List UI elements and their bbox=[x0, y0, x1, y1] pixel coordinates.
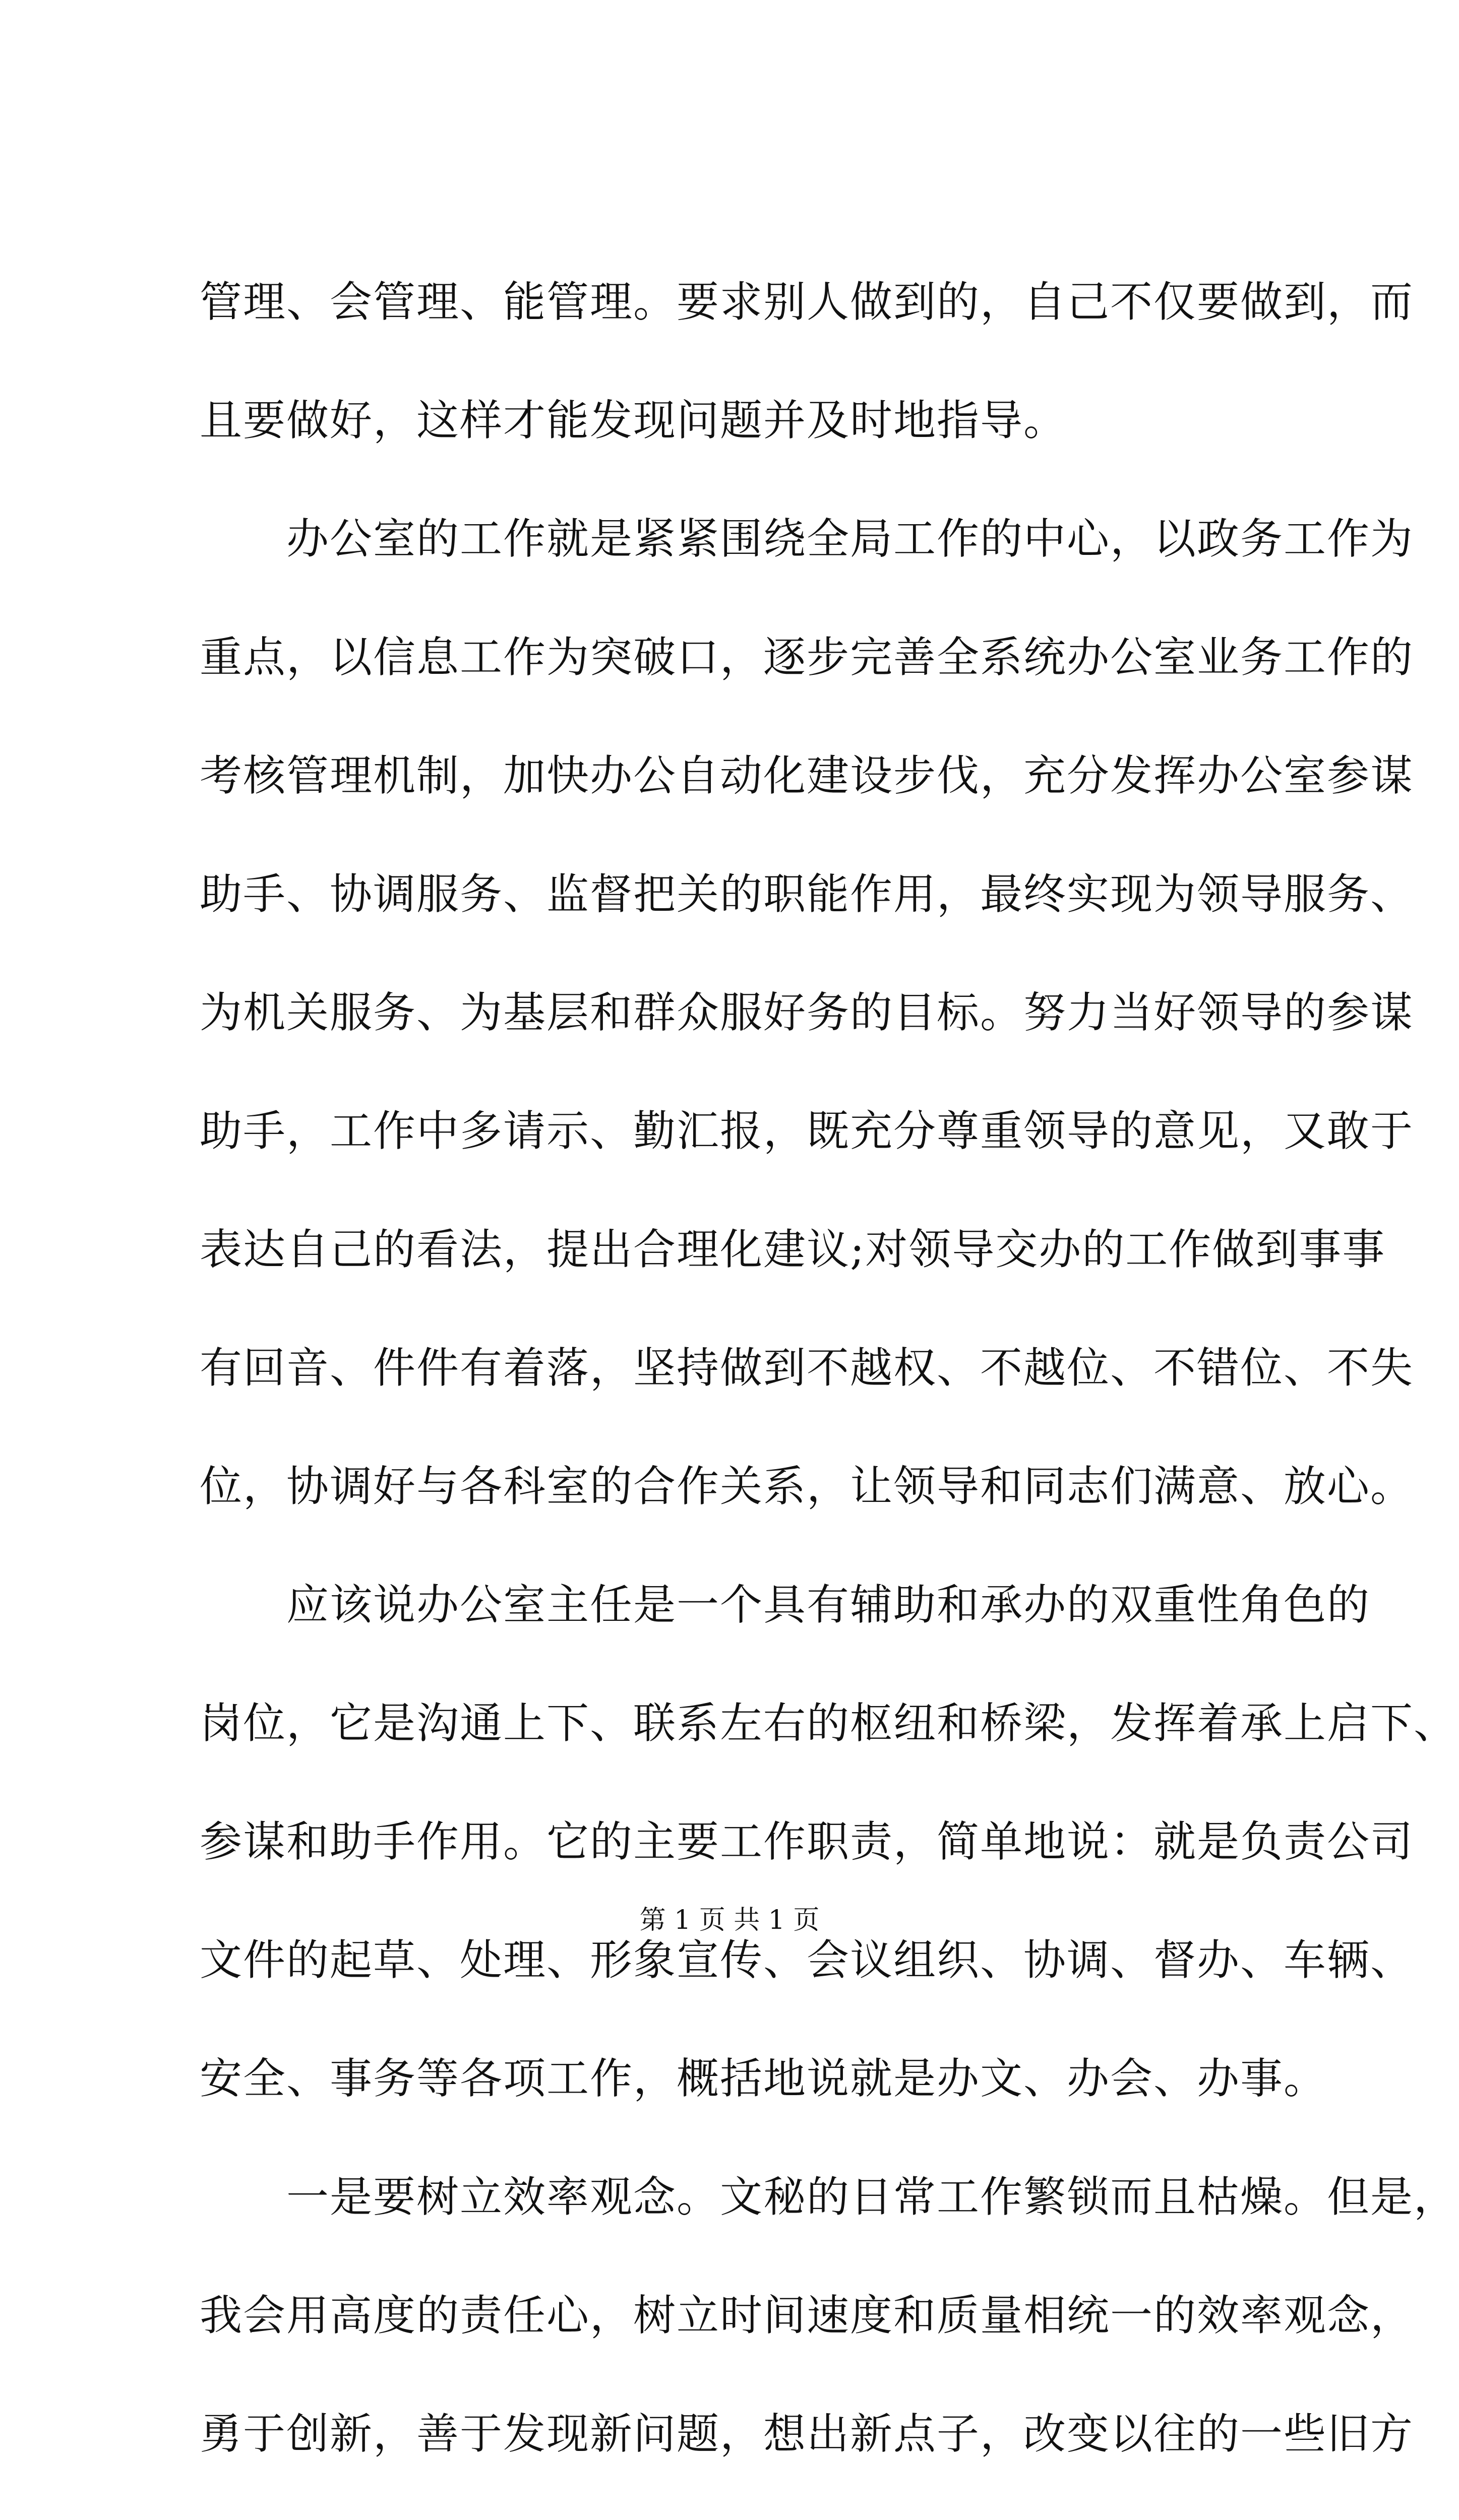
text-line: 助手，工作中多请示、勤汇报，既充分尊重领导的意见，又敢于 bbox=[200, 1106, 1414, 1156]
text-line: 一是要树立效率观念。文秘的日常工作繁锁而且枯燥。但是， bbox=[200, 2172, 1457, 2222]
text-line: 管理、会管理、能管理。要求别人做到的，自己不仅要做到，而 bbox=[200, 277, 1414, 327]
text-line: 有回音、件件有着落，坚持做到不越权、不越位、不错位、不失 bbox=[200, 1343, 1414, 1393]
text-line: 助手、协调服务、监督把关的职能作用，最终实现为领导服务、 bbox=[200, 869, 1414, 919]
text-line: 重点，以信息工作为突破口，逐步完善全系统办公室业务工作的 bbox=[200, 633, 1414, 682]
text-line: 且要做好，这样才能发现问题并及时地指导。 bbox=[200, 396, 1067, 445]
text-line: 岗位，它是沟通上下、联系左右的枢纽和桥梁，发挥着承上启下、 bbox=[200, 1698, 1457, 1748]
paragraph-3 bbox=[200, 1572, 1457, 2164]
page-footer bbox=[0, 1900, 1459, 1940]
paragraph-2 bbox=[200, 506, 1414, 1572]
text-line: 为机关服务、为基层和群众服好务的目标。努力当好领导的参谋 bbox=[200, 988, 1414, 1037]
text-line: 应该说办公室主任是一个具有辅助和承办的双重性角色的 bbox=[200, 1580, 1371, 1629]
text-line bbox=[200, 2519, 1268, 2520]
text-line: 我会用高度的责任心，树立时间速度和质量相统一的效率观念， bbox=[200, 2291, 1414, 2340]
text-line: 文件的起草、处理、形象宣传、会议组织、协调、督办、车辆、 bbox=[200, 1935, 1414, 1985]
text-line: 参谋和助手作用。它的主要工作职责，简单地说：就是负责公司 bbox=[200, 1817, 1414, 1866]
text-line: 办公室的工作就是紧紧围绕全局工作的中心，以政务工作为 bbox=[200, 514, 1414, 563]
text-line: 表达自己的看法，提出合理化建议;对领导交办的工作做到事事 bbox=[200, 1225, 1386, 1274]
text-line: 位，协调好与各科室的合作关系，让领导和同志们满意、放心。 bbox=[200, 1462, 1414, 1511]
paragraph-1 bbox=[200, 269, 1414, 506]
text-line: 考核管理机制，加快办公自动化建设步伐，充分发挥办公室参谋 bbox=[200, 751, 1414, 800]
text-line: 安全、事务等各项工作，概括地说就是办文、办会、办事。 bbox=[200, 2054, 1327, 2103]
text-line: 勇于创新，善于发现新问题，想出新点子，改变以往的一些旧方 bbox=[200, 2409, 1414, 2459]
page-number-label: 第 1 页 共 1 页 bbox=[639, 1905, 820, 1935]
document-body bbox=[200, 269, 1457, 2520]
paragraph-4 bbox=[200, 2164, 1457, 2520]
